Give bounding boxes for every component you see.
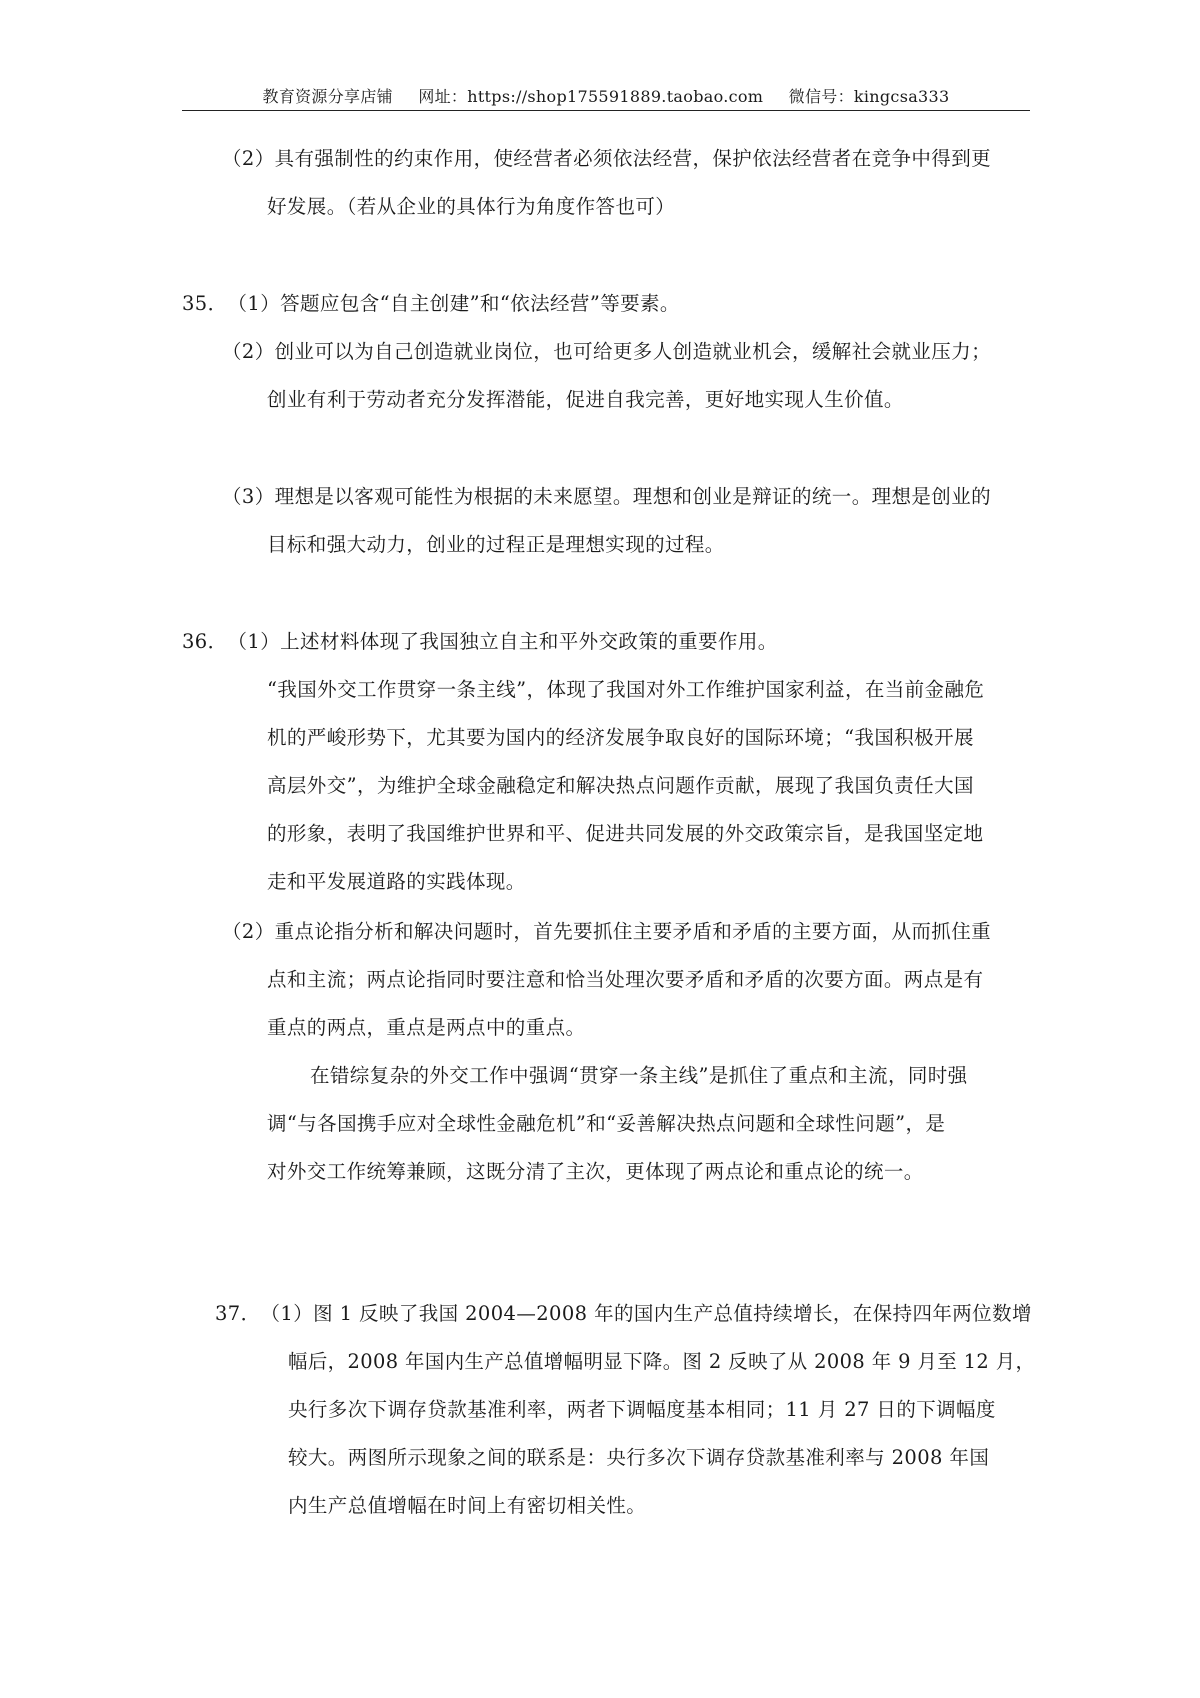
q36-p2-line5: 调“与各国携手应对全球性金融危机”和“妥善解决热点问题和全球性问题”，是 [267,1112,946,1135]
q36-p2-line4: 在错综复杂的外交工作中强调“贯穿一条主线”是抓住了重点和主流，同时强 [310,1064,968,1087]
q37-line4: 较大。两图所示现象之间的联系是：央行多次下调存贷款基准利率与 2008 年国 [288,1446,990,1469]
q36-p2-line6: 对外交工作统筹兼顾，这既分清了主次，更体现了两点论和重点论的统一。 [267,1160,924,1183]
q36-p1-line3: 机的严峻形势下，尤其要为国内的经济发展争取良好的国际环境；“我国积极开展 [267,726,974,749]
q36-p2-line1: （2）重点论指分析和解决问题时，首先要抓住主要矛盾和矛盾的主要方面，从而抓住重 [222,920,992,943]
q36-paragraph-1 [182,630,778,654]
header-divider [182,110,1030,111]
q35-paragraph-1 [182,292,680,316]
q37-line5: 内生产总值增幅在时间上有密切相关性。 [288,1494,647,1517]
q34-p2-line2: 好发展。（若从企业的具体行为角度作答也可） [267,195,676,218]
q36-p1-line2: “我国外交工作贯穿一条主线”，体现了我国对外工作维护国家利益，在当前金融危 [267,678,985,701]
page-header [182,84,1030,107]
q35-p2-line1: （2）创业可以为自己创造就业岗位，也可给更多人创造就业机会，缓解社会就业压力； [222,340,992,363]
q35-p2-line2: 创业有利于劳动者充分发挥潜能，促进自我完善，更好地实现人生价值。 [267,388,904,411]
q37-line3: 央行多次下调存贷款基准利率，两者下调幅度基本相同；11 月 27 日的下调幅度 [288,1398,996,1421]
q36-p1-line5: 的形象，表明了我国维护世界和平、促进共同发展的外交政策宗旨，是我国坚定地 [267,822,984,845]
q35-p3-line1: （3）理想是以客观可能性为根据的未来愿望。理想和创业是辩证的统一。理想是创业的 [222,485,992,508]
q37-paragraph-1 [215,1302,1032,1326]
q35-p1-text: （1）答题应包含“自主创建”和“依法经营”等要素。 [227,292,680,315]
header-url: 网址：https://shop175591889.taobao.com [418,87,764,106]
q36-p2-line2: 点和主流；两点论指同时要注意和恰当处理次要矛盾和矛盾的次要方面。两点是有 [267,968,984,991]
header-shop-name: 教育资源分享店铺 [262,87,393,106]
header-wechat: 微信号：kingcsa333 [788,87,950,106]
q35-number: 35． [182,292,228,315]
q35-p3-line2: 目标和强大动力，创业的过程正是理想实现的过程。 [267,533,725,556]
q34-p2-line1: （2）具有强制性的约束作用，使经营者必须依法经营，保护依法经营者在竞争中得到更 [222,147,992,170]
q36-number: 36． [182,630,228,653]
q37-line1-text: （1）图 1 反映了我国 2004—2008 年的国内生产总值持续增长，在保持四年两位数增 [260,1302,1032,1325]
q36-p1-line4: 高层外交”，为维护全球金融稳定和解决热点问题作贡献，展现了我国负责任大国 [267,774,974,797]
q36-p1-line6: 走和平发展道路的实践体现。 [267,870,526,893]
q36-p2-line3: 重点的两点，重点是两点中的重点。 [267,1016,586,1039]
q36-p1-text: （1）上述材料体现了我国独立自主和平外交政策的重要作用。 [227,630,778,653]
q37-line2: 幅后，2008 年国内生产总值增幅明显下降。图 2 反映了从 2008 年 9 月至 12 月， [288,1350,1036,1373]
q37-number: 37． [215,1302,261,1325]
